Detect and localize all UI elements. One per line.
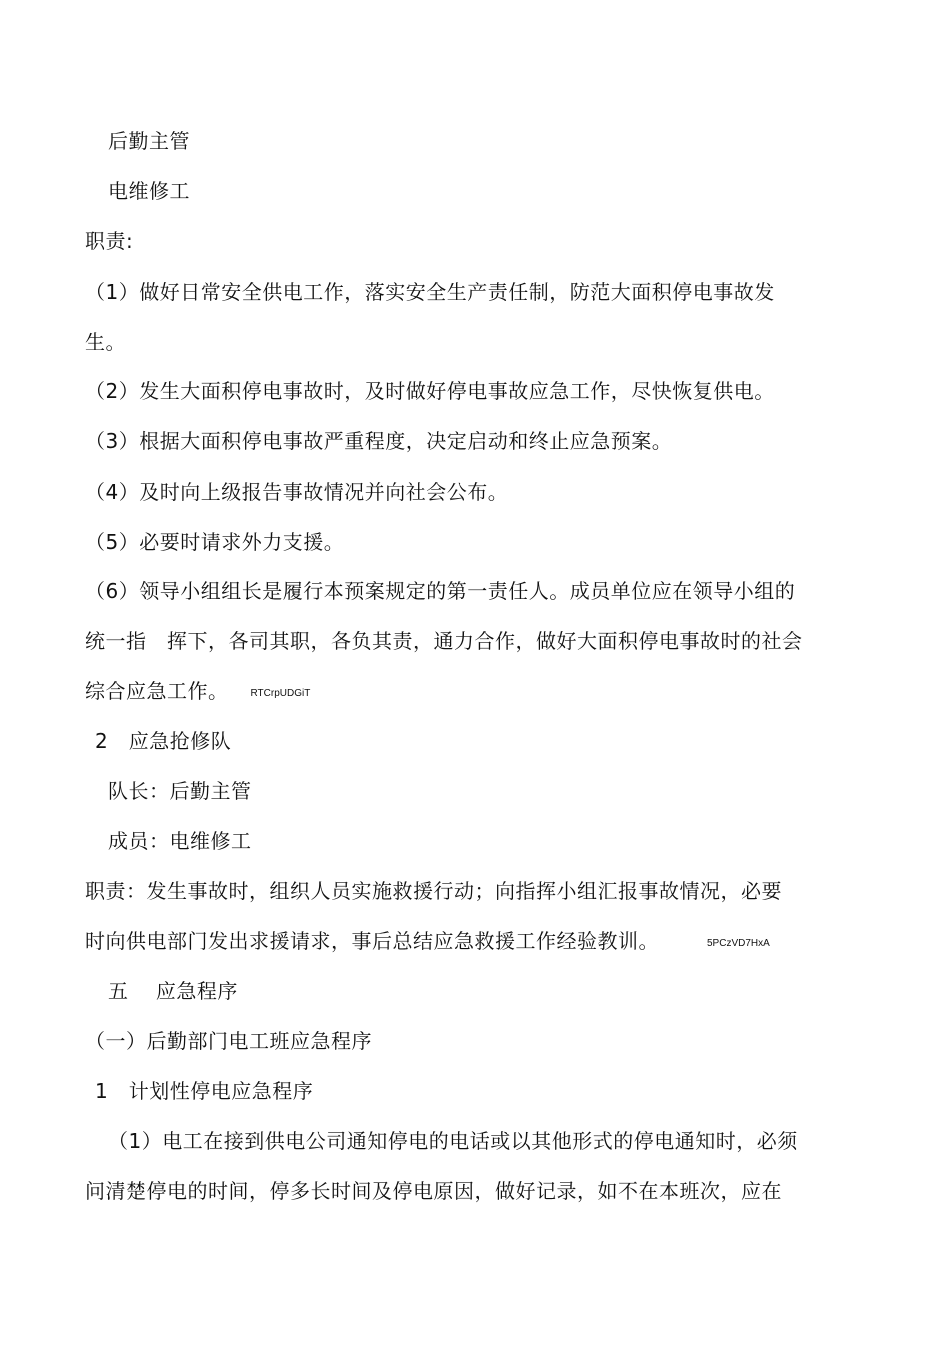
text-line-team-duties-b-text: 时向供电部门发出求援请求，事后总结应急救援工作经验教训。 (85, 929, 659, 953)
text-line-procedure-1b: 问清楚停电的时间，停多长时间及停电原因，做好记录，如不在本班次，应在 (85, 1179, 782, 1203)
text-line-duty-6c (85, 678, 310, 707)
text-line-duty-1b: 生。 (85, 330, 126, 354)
text-line-duty-4: （4）及时向上级报告事故情况并向社会公布。 (85, 480, 509, 504)
subsection-heading-planned-outage: 1 计划性停电应急程序 (95, 1079, 314, 1103)
text-line-team-duties-a: 职责：发生事故时，组织人员实施救援行动；向指挥小组汇报事故情况，必要 (85, 879, 782, 903)
text-line-role-electrician: 电维修工 (108, 179, 190, 203)
text-line-duty-6c-text: 综合应急工作。 (85, 679, 229, 703)
text-line-role-logistics: 后勤主管 (108, 129, 190, 153)
document-code-2: 5PCzVD7HxA (707, 938, 770, 949)
text-line-duty-3: （3）根据大面积停电事故严重程度，决定启动和终止应急预案。 (85, 429, 673, 453)
section-heading-emergency-repair-team: 2 应急抢修队 (95, 729, 232, 753)
text-line-duty-6b: 统一指 挥下，各司其职，各负其责，通力合作，做好大面积停电事故时的社会 (85, 629, 803, 653)
section-heading-emergency-procedure: 五 应急程序 (108, 979, 238, 1003)
text-line-team-duties-b (85, 928, 770, 957)
text-line-duties-heading: 职责: (85, 229, 134, 253)
subsection-heading-electrician-procedure: （一）后勤部门电工班应急程序 (85, 1029, 372, 1053)
text-line-duty-2: （2）发生大面积停电事故时，及时做好停电事故应急工作，尽快恢复供电。 (85, 379, 775, 403)
text-line-duty-6a: （6）领导小组组长是履行本预案规定的第一责任人。成员单位应在领导小组的 (85, 579, 796, 603)
text-line-duty-1a: （1）做好日常安全供电工作，落实安全生产责任制，防范大面积停电事故发 (85, 280, 775, 304)
document-code-1: RTCrpUDGiT (250, 688, 311, 699)
text-line-duty-5: （5）必要时请求外力支援。 (85, 530, 345, 554)
text-line-procedure-1a: （1）电工在接到供电公司通知停电的电话或以其他形式的停电通知时，必须 (108, 1129, 798, 1153)
text-line-team-members: 成员：电维修工 (108, 829, 252, 853)
text-line-team-leader: 队长：后勤主管 (108, 779, 252, 803)
